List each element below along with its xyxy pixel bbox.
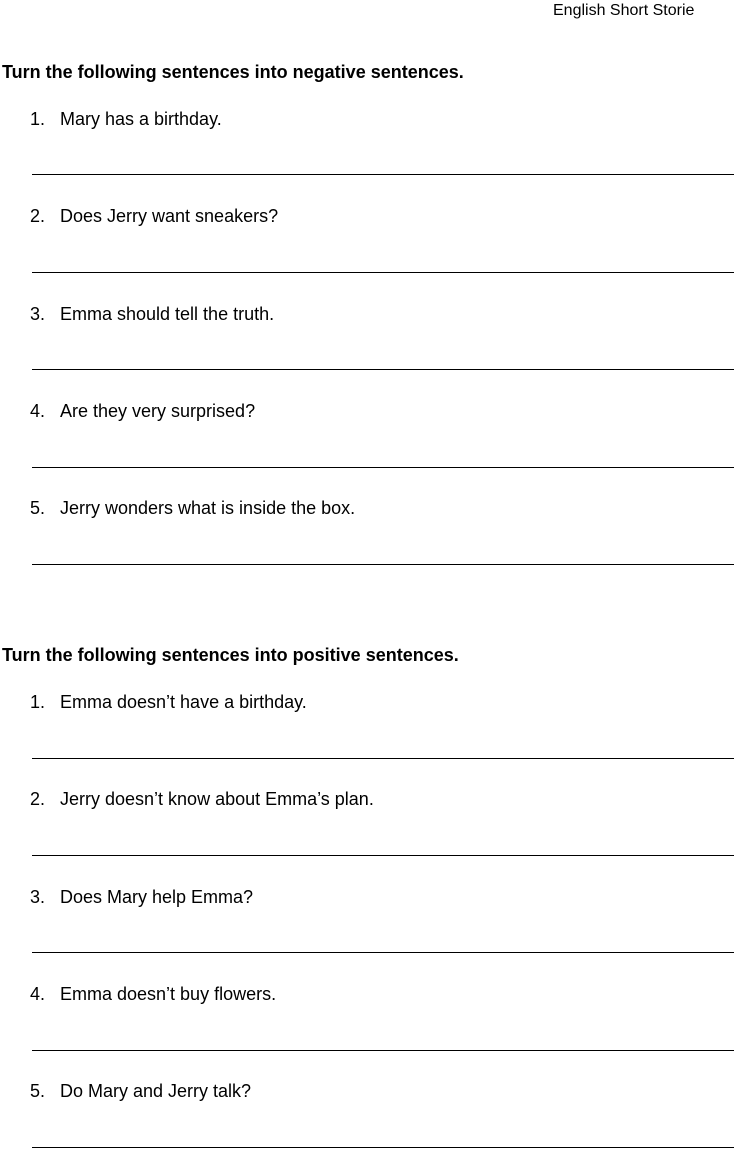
page-header [474,0,734,22]
item-number: 3. [30,304,46,324]
answer-line[interactable] [32,272,734,273]
list-item [30,107,222,131]
list-item [30,885,253,909]
item-text: Does Mary help Emma? [60,887,254,907]
answer-line[interactable] [32,1147,734,1148]
list-item [30,302,274,326]
item-text: Emma should tell the truth. [60,304,275,324]
section-title-negative: Turn the following sentences into negative sentences. [2,62,464,82]
list-item [30,690,307,714]
item-number: 4. [30,984,46,1004]
item-text: Mary has a birthday. [60,109,222,129]
item-number: 5. [30,1081,46,1101]
list-item [30,787,374,811]
item-text: Jerry doesn’t know about Emma’s plan. [60,789,374,809]
item-number: 1. [30,109,46,129]
item-text: Are they very surprised? [60,401,256,421]
item-text: Emma doesn’t have a birthday. [60,692,307,712]
answer-line[interactable] [32,1050,734,1051]
answer-line[interactable] [32,758,734,759]
section-title-positive: Turn the following sentences into positive sentences. [2,645,459,665]
list-item [30,1079,251,1103]
list-item [30,204,278,228]
answer-line[interactable] [32,467,734,468]
item-number: 2. [30,789,46,809]
item-number: 4. [30,401,46,421]
item-number: 2. [30,206,46,226]
item-number: 5. [30,498,46,518]
answer-line[interactable] [32,952,734,953]
item-text: Does Jerry want sneakers? [60,206,279,226]
item-number: 3. [30,887,46,907]
answer-line[interactable] [32,369,734,370]
list-item [30,496,355,520]
list-item [30,399,255,423]
item-number: 1. [30,692,46,712]
answer-line[interactable] [32,174,734,175]
answer-line[interactable] [32,855,734,856]
header-title: English Short Storie [553,2,695,19]
item-text: Emma doesn’t buy flowers. [60,984,277,1004]
answer-line[interactable] [32,564,734,565]
list-item [30,982,276,1006]
item-text: Jerry wonders what is inside the box. [60,498,356,518]
item-text: Do Mary and Jerry talk? [60,1081,252,1101]
